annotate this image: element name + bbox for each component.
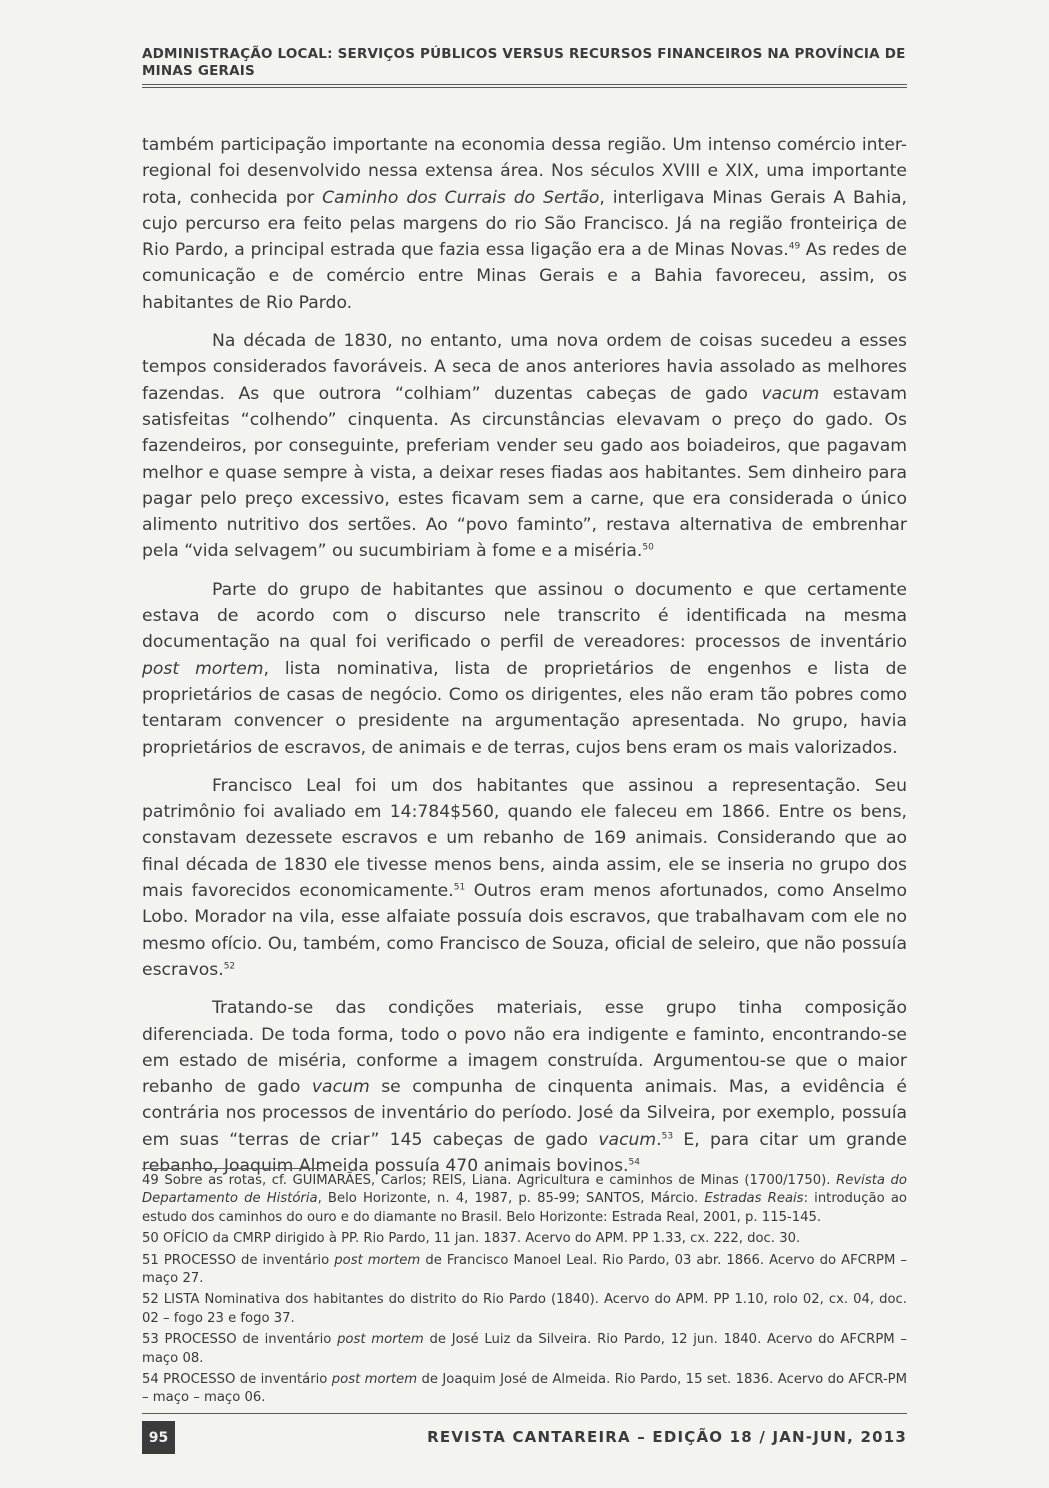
italic-text: vacum — [761, 383, 820, 404]
text-run: Na década de 1830, no entanto, uma nova ordem de coisas sucedeu a esses tempos considerados favoráveis. A seca de anos anteriores havia assolado as melhores fazendas. As que outrora “colhiam” duzentas cabeças de gado — [142, 331, 907, 404]
text-run: 53 PROCESSO de inventário — [142, 1332, 338, 1348]
footnote — [142, 1172, 907, 1227]
header-title-line-1: ADMINISTRAÇÃO LOCAL: SERVIÇOS PÚBLICOS VERSUS RECURSOS FINANCEIROS NA PROVÍNCIA DE — [142, 46, 906, 62]
text-run: 52 LISTA Nominativa dos habitantes do distrito do Rio Pardo (1840). Acervo do APM. PP 1.10, rolo 02, cx. 04, doc. 02 – fogo 23 e fogo 37. — [142, 1292, 907, 1326]
text-run: 51 PROCESSO de inventário — [142, 1252, 335, 1268]
footnote-list — [142, 1172, 907, 1408]
text-run: 50 OFÍCIO da CMRP dirigido à PP. Rio Pardo, 11 jan. 1837. Acervo do APM. PP 1.33, cx. 222, doc. 30. — [142, 1231, 801, 1247]
text-run: , Belo Horizonte, n. 4, 1987, p. 85-99; SANTOS, Márcio. — [317, 1191, 705, 1207]
text-run: de Joaquim José de Almeida. Rio Pardo, 15 set. 1836. Acervo do AFCR-PM – maço – maço 06. — [142, 1372, 908, 1406]
paragraph — [142, 773, 907, 983]
header-double-rule — [142, 84, 907, 88]
text-run: 54 PROCESSO de inventário — [142, 1372, 332, 1388]
text-run: estavam satisfeitas “colhendo” cinquenta. As circunstâncias elevavam o preço do gado. Os fazendeiros, por conseguinte, preferiam vender seu gado aos boiadeiros, que pagavam melhor e quase sempre à vista, a deixar reses fiadas aos habitantes. Sem dinheiro para pagar pelo preço excessivo, estes ficavam sem a carne, que era considerada o único alimento nutritivo dos sertões. Ao “povo faminto”, restava alternativa de embrenhar pela “vida selvagem” ou sucumbiriam à fome e a miséria. — [142, 383, 907, 562]
paragraph — [142, 577, 907, 761]
italic-text: vacum — [311, 1077, 370, 1098]
text-run: 49 Sobre as rotas, cf. GUIMARÃES, Carlos; REIS, Liana. Agricultura e caminhos de Minas (1700/1750). — [142, 1173, 837, 1188]
text-run: E, para citar um grande rebanho, Joaquim Almeida possuía 470 animais bovinos. — [142, 1129, 907, 1176]
footnote — [142, 1291, 907, 1328]
footer-rule — [142, 1413, 907, 1414]
text-run: de José Luiz da Silveira. Rio Pardo, 12 jun. 1840. Acervo do AFCRPM – maço 08. — [142, 1332, 907, 1366]
italic-text: post mortem — [142, 658, 264, 679]
italic-text: Revista do Departamento de História — [142, 1173, 908, 1207]
text-run: . — [656, 1129, 662, 1150]
footnotes-section — [142, 1168, 907, 1411]
footnote-ref: 51 — [453, 882, 466, 893]
text-run: , lista nominativa, lista de proprietários de engenhos e lista de proprietários de casas de negócio. Como os dirigentes, eles não eram tão pobres como tentaram convencer o presidente na argumentação apresentada. No grupo, havia proprietários de escravos, de animais e de terras, cujos bens eram os mais valorizados. — [142, 658, 907, 758]
paragraph — [142, 328, 907, 565]
text-run: Francisco Leal foi um dos habitantes que assinou a representação. Seu patrimônio foi avaliado em 14:784$560, quando ele faleceu em 1866. Entre os bens, constavam dezessete escravos e um rebanho de 169 animais. Considerando que ao final década de 1830 ele tivesse menos bens, ainda assim, ele se inseria no grupo dos mais favorecidos economicamente. — [142, 775, 907, 902]
text-run: se compunha de cinquenta animais. Mas, a evidência é contrária nos processos de inventário do período. José da Silveira, por exemplo, possuía em suas “terras de criar” 145 cabeças de gado — [142, 1077, 907, 1150]
footnote-ref: 50 — [642, 542, 654, 553]
text-run: Parte do grupo de habitantes que assinou o documento e que certamente estava de acordo com o discurso nele transcrito é identificada na mesma documentação na qual foi verificado o perfil de vereadores: processos de inventário — [142, 579, 907, 653]
header-title-line-2: MINAS GERAIS — [142, 63, 255, 79]
italic-text: post mortem — [337, 1332, 424, 1348]
page-number: 95 — [142, 1421, 175, 1454]
footnote — [142, 1252, 907, 1289]
text-run: Tratando-se das condições materiais, esse grupo tinha composição diferenciada. De toda forma, todo o povo não era indigente e faminto, encontrando-se em estado de miséria, conforme a imagem construída. Argumentou-se que o maior rebanho de gado — [142, 998, 907, 1098]
footnote-separator — [142, 1168, 322, 1169]
text-run: : introdução ao estudo dos caminhos do ouro e do diamante no Brasil. Belo Horizonte: Estrada Real, 2001, p. 115-145. — [142, 1191, 907, 1225]
text-run: , interligava Minas Gerais A Bahia, cujo percurso era feito pelas margens do rio São Francisco. Já na região fronteiriça de Rio Pardo, a principal estrada que fazia essa ligação era a de Minas Novas. — [142, 187, 907, 261]
running-header — [142, 46, 907, 88]
text-run: também participação importante na economia dessa região. Um intenso comércio inter-regional foi desenvolvido nessa extensa área. Nos séculos XVIII e XIX, uma importante rota, conhecida por — [142, 135, 907, 208]
footnote — [142, 1230, 907, 1248]
footnote-ref: 49 — [788, 241, 801, 252]
footnote-ref: 52 — [223, 961, 236, 972]
italic-text: vacum — [598, 1129, 657, 1150]
italic-text: Caminho dos Currais do Sertão — [322, 187, 600, 208]
text-run: Outros eram menos afortunados, como Anselmo Lobo. Morador na vila, esse alfaiate possuía dois escravos, que trabalhavam com ele no mesmo ofício. Ou, também, como Francisco de Souza, oficial de seleiro, que não possuía escravos. — [142, 881, 907, 980]
italic-text: post mortem — [331, 1372, 418, 1388]
journal-name: REVISTA CANTAREIRA – EDIÇÃO 18 / JAN-JUN, 2013 — [427, 1428, 907, 1446]
footnote — [142, 1371, 907, 1408]
article-body — [142, 132, 907, 1191]
paragraph — [142, 132, 907, 316]
italic-text: Estradas Reais — [704, 1191, 804, 1207]
paragraph — [142, 995, 907, 1179]
text-run: As redes de comunicação e de comércio entre Minas Gerais e a Bahia favoreceu, assim, os habitantes de Rio Pardo. — [142, 240, 907, 313]
italic-text: post mortem — [334, 1252, 421, 1268]
footnote-ref: 54 — [628, 1157, 640, 1168]
footnote-ref: 53 — [661, 1130, 674, 1141]
text-run: de Francisco Manoel Leal. Rio Pardo, 03 abr. 1866. Acervo do AFCRPM – maço 27. — [142, 1252, 908, 1287]
footnote — [142, 1331, 907, 1368]
